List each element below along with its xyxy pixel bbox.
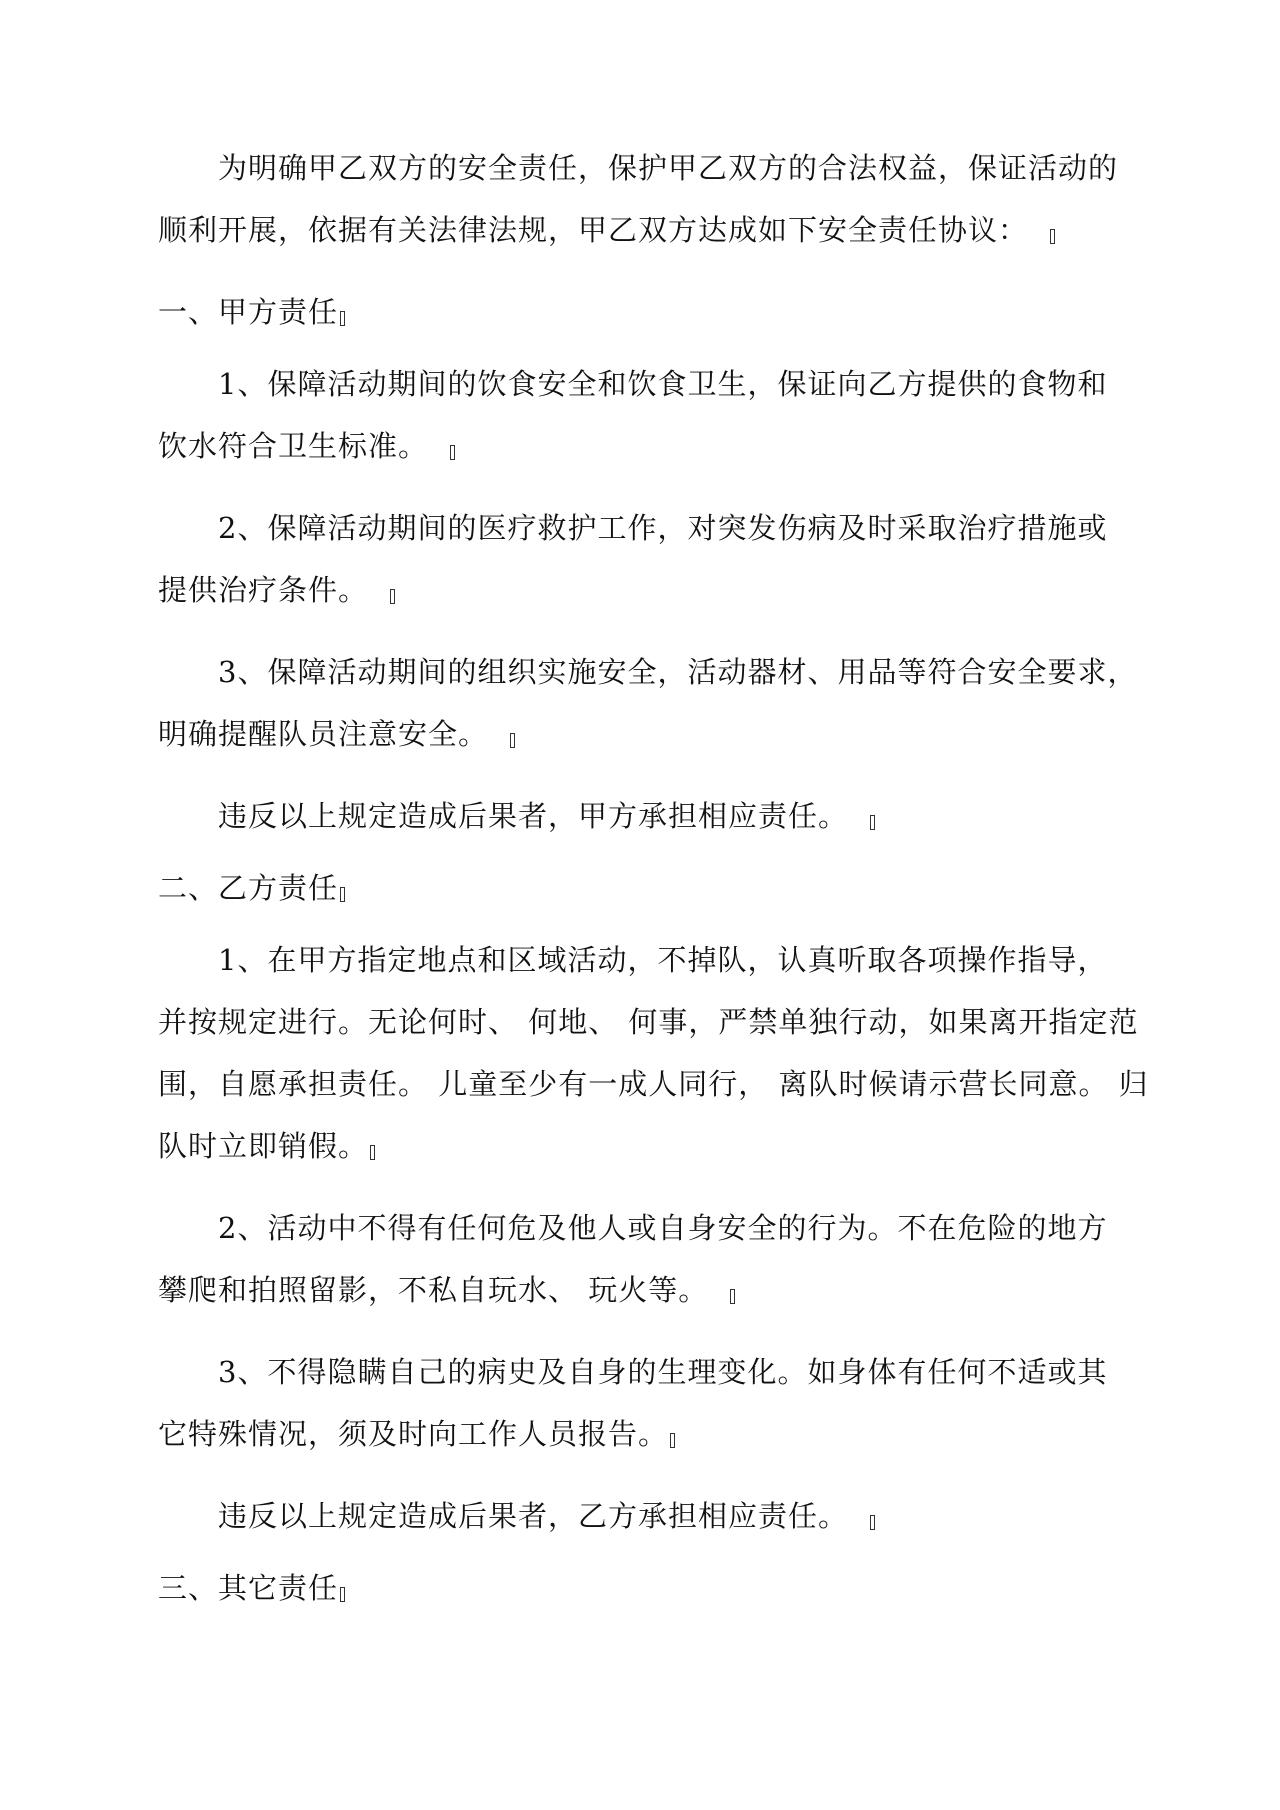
- item-line: 3、保障活动期间的组织实施安全，活动器材、用品等符合安全要求，: [218, 655, 1138, 689]
- paragraph-mark-icon: [870, 1515, 875, 1530]
- item-line: 2、保障活动期间的医疗救护工作，对突发伤病及时采取治疗措施或: [218, 511, 1108, 545]
- item-line: 攀爬和拍照留影，不私自玩水、 玩火等。: [158, 1259, 1133, 1321]
- paragraph-mark-icon: [340, 311, 345, 326]
- paragraph-mark-icon: [730, 1289, 735, 1304]
- section-1-heading: 一、甲方责任: [158, 281, 1133, 343]
- item-line: 围，自愿承担责任。 儿童至少有一成人同行， 离队时候请示营长同意。 归: [158, 1067, 1149, 1101]
- section-2-item-1: [158, 929, 1149, 1177]
- item-line: 并按规定进行。无论何时、 何地、 何事，严禁单独行动，如果离开指定范: [158, 1005, 1139, 1039]
- item-line: 提供治疗条件。: [158, 559, 1133, 621]
- paragraph-mark-icon: [390, 589, 395, 604]
- item-line: 饮水符合卫生标准。: [158, 415, 1133, 477]
- paragraph-mark-icon: [1050, 229, 1055, 244]
- intro-line-2: 顺利开展，依据有关法律法规，甲乙双方达成如下安全责任协议：: [158, 199, 1133, 261]
- section-3-heading: 三、其它责任: [158, 1557, 1133, 1619]
- paragraph-mark-icon: [340, 1587, 345, 1602]
- item-line: 队时立即销假。: [158, 1115, 1133, 1177]
- section-2-closing: 违反以上规定造成后果者，乙方承担相应责任。: [158, 1485, 1133, 1547]
- item-line: 明确提醒队员注意安全。: [158, 703, 1133, 765]
- section-1-closing: 违反以上规定造成后果者，甲方承担相应责任。: [158, 785, 1133, 847]
- item-line: 1、保障活动期间的饮食安全和饮食卫生，保证向乙方提供的食物和: [218, 367, 1108, 401]
- paragraph-mark-icon: [510, 733, 515, 748]
- section-2-heading: 二、乙方责任: [158, 857, 1133, 919]
- paragraph-mark-icon: [340, 887, 345, 902]
- section-1-item-3: [158, 641, 1138, 765]
- intro-line-1: 为明确甲乙双方的安全责任，保护甲乙双方的合法权益，保证活动的: [218, 151, 1119, 185]
- paragraph-mark-icon: [450, 445, 455, 460]
- intro-paragraph: [158, 137, 1133, 261]
- section-1-item-2: [158, 497, 1133, 621]
- item-line: 2、活动中不得有任何危及他人或自身安全的行为。不在危险的地方: [218, 1211, 1108, 1245]
- item-line: 3、不得隐瞒自己的病史及自身的生理变化。如身体有任何不适或其: [218, 1355, 1108, 1389]
- section-1-item-1: [158, 353, 1133, 477]
- section-2-item-2: [158, 1197, 1133, 1321]
- section-2-item-3: [158, 1341, 1133, 1465]
- paragraph-mark-icon: [870, 815, 875, 830]
- item-line: 1、在甲方指定地点和区域活动，不掉队，认真听取各项操作指导，: [218, 943, 1108, 977]
- item-line: 它特殊情况，须及时向工作人员报告。: [158, 1403, 1133, 1465]
- paragraph-mark-icon: [370, 1145, 375, 1160]
- paragraph-mark-icon: [670, 1433, 675, 1448]
